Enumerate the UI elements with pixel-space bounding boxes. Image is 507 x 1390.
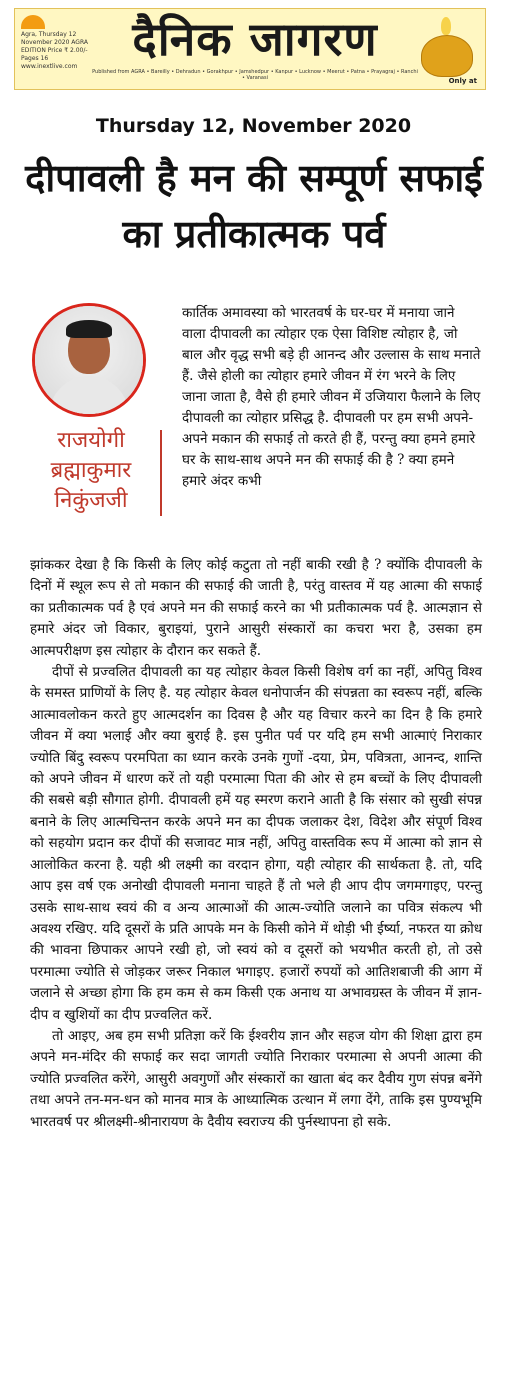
editions-list: Published from AGRA • Bareilly • Dehradun • Gorakhpur • Jamshedpur • Kanpur • Lucknow • Meerut • Patna • Prayagraj • Ranchi • Varanasi (92, 69, 418, 81)
intro-paragraph: कार्तिक अमावस्या को भारतवर्ष के घर-घर में मनाया जाने वाला दीपावली का त्योहार एक ऐसा विशिष्ट त्योहार है, जो बाल और वृद्ध सभी बड़े ही आनन्द और उल्लास के साथ मनाते हैं. जैसे होली का त्योहार हमारे जीवन में रंग भरने के लिए जाना जाता है, वैसे ही हमारे जीवन में उजियारा फैलाने के लिए दीपावली का त्योहार प्रसिद्ध है. दीपावली पर हम सभी अपने-अपने मकान की सफाई तो करते ही हैं, परन्तु क्या हमने हमारे घर के साथ-साथ अपने मन की सफाई की है ? क्या हमने हमारे अंदर कभी (182, 305, 481, 489)
newspaper-title: दैनिक जागरण (132, 12, 378, 66)
article-headline: दीपावली है मन की सम्पूर्ण सफाई का प्रतीकात्मक पर्व (25, 156, 483, 256)
paragraph: दीपों से प्रज्वलित दीपावली का यह त्योहार केवल किसी विशेष वर्ग का नहीं, अपितु विश्व के समस्त प्राणियों के लिए है. यह त्योहार केवल धनोपार्जन की संपन्नता का स्वरूप नहीं, बल्कि आत्मावलोकन करते हुए आत्मदर्शन का दिवस है और यह विचार करने का दिन है कि हमारे जीवन में क्या भलाई और क्या बुराई है. इस पुनीत पर्व पर यदि हम सभी आत्माएं निराकार ज्योति बिंदु स्वरूप परमपिता का ध्यान करके उनके गुणों -दया, प्रेम, पवित्रता, आनन्द, शान्ति को अपने जीवन में धारण करें तो यही परमात्मा पिता की ओर से हम बच्चों के लिए दीपावली की सबसे बड़ी सौगात होगी. दीपावली हमें यह स्मरण कराने आती है कि संसार को सुखी संपन्न बनाने के लिए आत्मचिन्तन करके अपने मन का दीपक जलाकर देश, विदेश और संपूर्ण विश्व को सहयोग प्रदान कर दीपों की सजावट मात्र नहीं, अपितु वास्तविक रूप में आत्मा को ज्ञान से आलोकित करना है. यही श्री लक्ष्मी का वरदान होगा, यही त्योहार की सार्थकता है. तो, यदि आप इस वर्ष एक अनोखी दीपावली मनाना चाहते हैं तो भले ही आप दीप जगमगाइए, परन्तु उसके साथ-साथ स्वयं की व अन्य आत्माओं की आत्म-ज्योति जलाने का पवित्र संकल्प भी अवश्य रखिए. यदि दूसरों के प्रति आपके मन के किसी कोने में थोड़ी भी ईर्ष्या, नफरत या क्रोध की भावना छिपाकर आपने रखी हो, जो स्वयं को व दूसरों को भयभीत करती हो, तो उसे परमात्मा ज्योति से जोड़कर जरूर निकाल भगाइए. हजारों रुपयों को आतिशबाजी की आग में जलाने से अच्छा होगा कि हम कम से कम किसी एक अनाथ या अभावग्रस्त के जीवन में ज्ञान-दीप व खुशियों का दीप प्रज्वलित करें. (30, 664, 482, 1023)
flame-icon (441, 17, 451, 35)
pot-shape (421, 35, 473, 77)
author-byline: राजयोगी ब्रह्माकुमार निकुंजजी (50, 428, 132, 513)
byline-divider (160, 430, 162, 516)
hair-shape (66, 320, 112, 338)
sun-logo-icon (21, 15, 45, 29)
paragraph: तो आइए, अब हम सभी प्रतिज्ञा करें कि ईश्वरीय ज्ञान और सहज योग की शिक्षा द्वारा हम अपने मन-मंदिर की सफाई कर सदा जागती ज्योति निराकार परमात्मा से अपनी आत्मा की ज्योति प्रज्वलित करेंगे, आसुरी अवगुणों और संस्कारों का खाता बंद कर दैवीय गुण संपन्न बनेंगे तथा अपने तन-मन-धन को मानव मात्र के आध्यात्मिक उत्थान में लगा देंगे, ताकि इस पुण्यभूमि भारतवर्ष पर श्रीलक्ष्मी-श्रीनारायण के दैवीय स्वराज्य की पुर्नस्थापना हो सके. (30, 1027, 482, 1130)
article-body (30, 555, 482, 1133)
author-photo (32, 303, 146, 417)
paragraph: झांककर देखा है कि किसी के लिए कोई कटुता तो नहीं बाकी रखी है ? क्योंकि दीपावली के दिनों में स्थूल रूप से तो मकान की सफाई की जाती है, परंतु वास्तव में यह आत्मा की सफाई का प्रतीकात्मक पर्व है एवं अपने मन की सफाई करने का भी प्रतीकात्मक पर्व है. आत्मज्ञान से हमारे अंदर जो विकार, बुराइयां, पुराने आसुरी संस्कारों का कचरा भरा है, उसका हम आत्मपरीक्षण इस त्योहार के दौरान कर सकते हैं. (30, 557, 482, 659)
masthead-edition-info (21, 15, 91, 71)
gold-pot-icon (417, 17, 475, 77)
newspaper-masthead (14, 8, 486, 90)
dateline: Thursday 12, November 2020 (95, 115, 412, 137)
online-label: Only at (448, 77, 477, 85)
edition-text: Agra, Thursday 12 November 2020 AGRA EDITION Price ₹ 2.00/- Pages 16 www.inextlive.com (21, 31, 88, 70)
